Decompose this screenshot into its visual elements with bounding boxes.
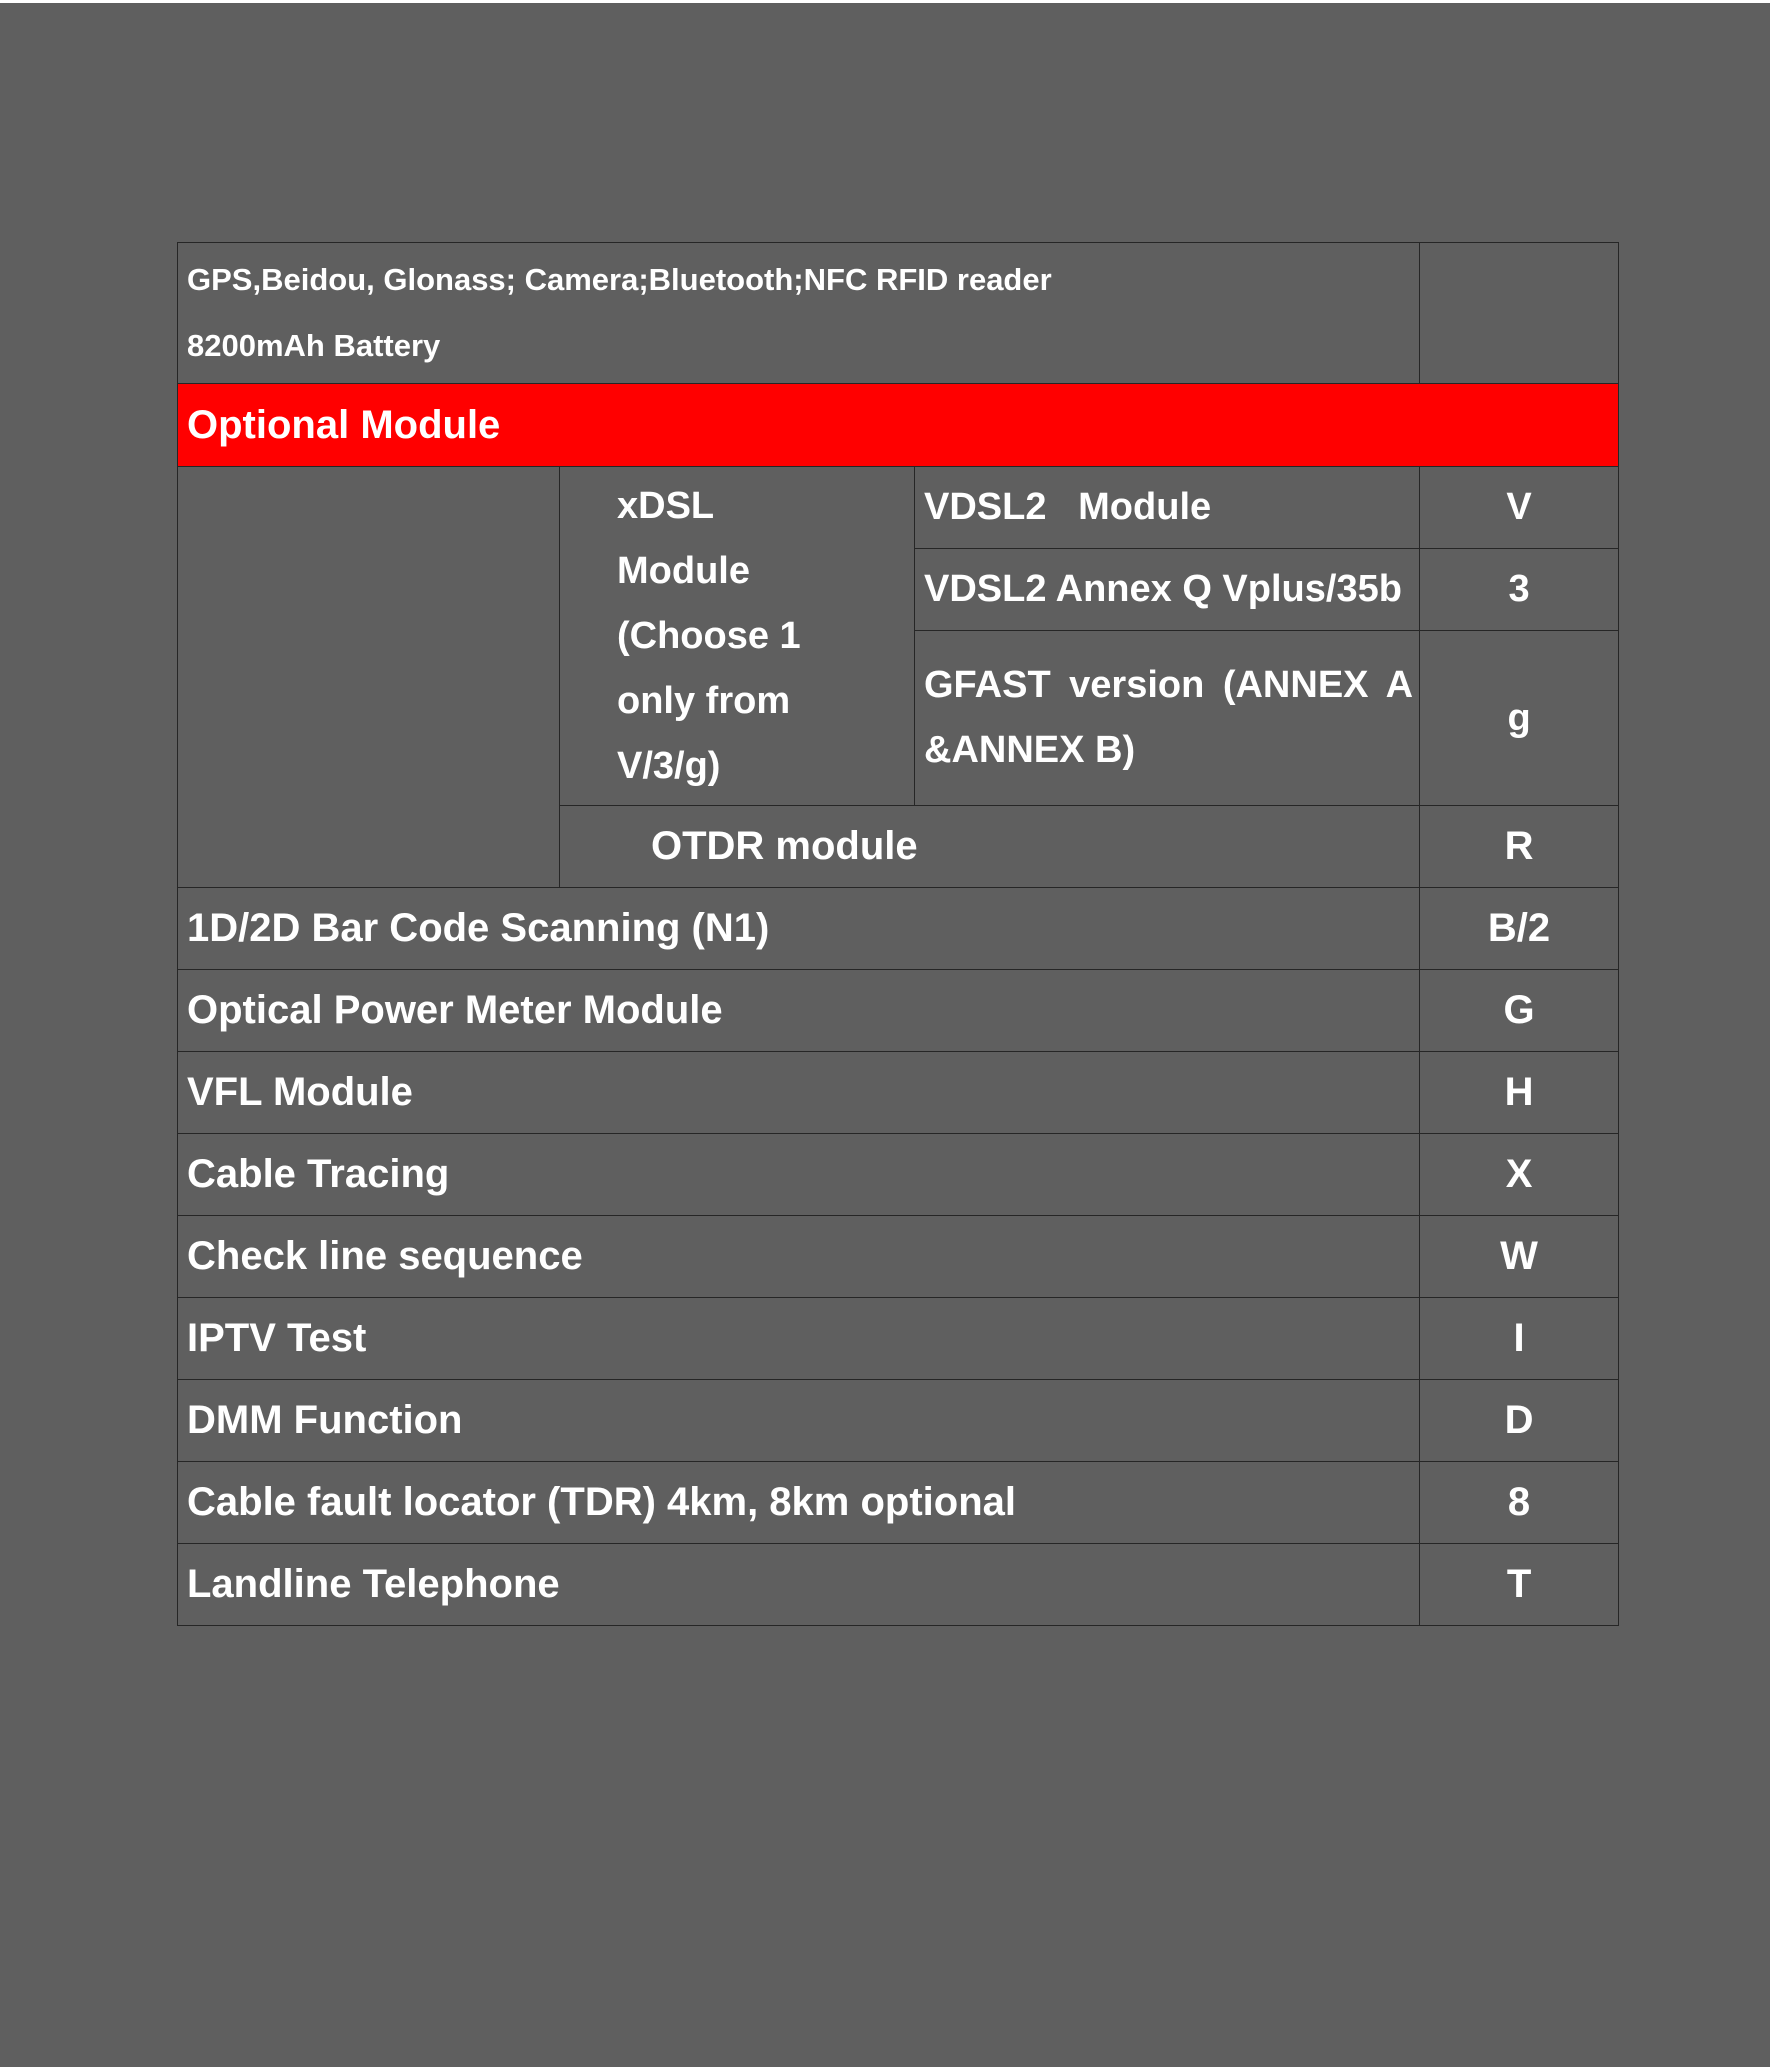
module-name: Check line sequence: [178, 1216, 1420, 1298]
otdr-code: R: [1420, 806, 1619, 888]
features-cell: [178, 243, 1420, 384]
xdsl-option-code: 3: [1420, 549, 1619, 631]
module-name: DMM Function: [178, 1380, 1420, 1462]
xdsl-option-name: VDSL2 Module: [915, 467, 1420, 549]
blank-cell: [178, 467, 560, 888]
module-code: G: [1420, 970, 1619, 1052]
module-row: [178, 970, 1619, 1052]
module-row: [178, 1380, 1619, 1462]
xdsl-label-line: only from: [617, 679, 791, 722]
header-row: [178, 243, 1619, 384]
module-row: [178, 1052, 1619, 1134]
module-code: B/2: [1420, 888, 1619, 970]
module-code: X: [1420, 1134, 1619, 1216]
module-name: Optical Power Meter Module: [178, 970, 1420, 1052]
module-row: [178, 1462, 1619, 1544]
module-code: H: [1420, 1052, 1619, 1134]
module-code: T: [1420, 1544, 1619, 1626]
module-name: IPTV Test: [178, 1298, 1420, 1380]
module-row: [178, 1544, 1619, 1626]
module-code: 8: [1420, 1462, 1619, 1544]
header-right-cell: [1420, 243, 1619, 384]
xdsl-option-code: g: [1420, 631, 1619, 806]
top-edge: [0, 0, 1772, 3]
module-row: [178, 1134, 1619, 1216]
section-title: Optional Module: [178, 384, 1619, 467]
module-row: [178, 888, 1619, 970]
module-code: W: [1420, 1216, 1619, 1298]
xdsl-label-line: xDSL: [617, 484, 715, 527]
module-name: VFL Module: [178, 1052, 1420, 1134]
section-row: [178, 384, 1619, 467]
module-name: Cable fault locator (TDR) 4km, 8km optional: [178, 1462, 1420, 1544]
xdsl-row-1: [178, 467, 1619, 549]
xdsl-option-name: GFAST version (ANNEX A &ANNEX B): [915, 631, 1420, 806]
xdsl-label-line: (Choose 1: [617, 614, 801, 657]
module-code: I: [1420, 1298, 1619, 1380]
module-row: [178, 1298, 1619, 1380]
features-line: GPS,Beidou, Glonass; Camera;Bluetooth;NFC RFID reader: [187, 262, 1052, 297]
module-row: [178, 1216, 1619, 1298]
xdsl-option-code: V: [1420, 467, 1619, 549]
module-name: 1D/2D Bar Code Scanning (N1): [178, 888, 1420, 970]
module-code: D: [1420, 1380, 1619, 1462]
xdsl-option-name: VDSL2 Annex Q Vplus/35b: [915, 549, 1420, 631]
otdr-name: OTDR module: [560, 806, 1420, 888]
module-name: Cable Tracing: [178, 1134, 1420, 1216]
battery-line: 8200mAh Battery: [187, 328, 441, 363]
spec-table: [177, 242, 1619, 1626]
xdsl-label: [560, 467, 915, 806]
xdsl-label-line: Module: [617, 549, 750, 592]
xdsl-label-line: V/3/g): [617, 744, 721, 787]
module-name: Landline Telephone: [178, 1544, 1420, 1626]
